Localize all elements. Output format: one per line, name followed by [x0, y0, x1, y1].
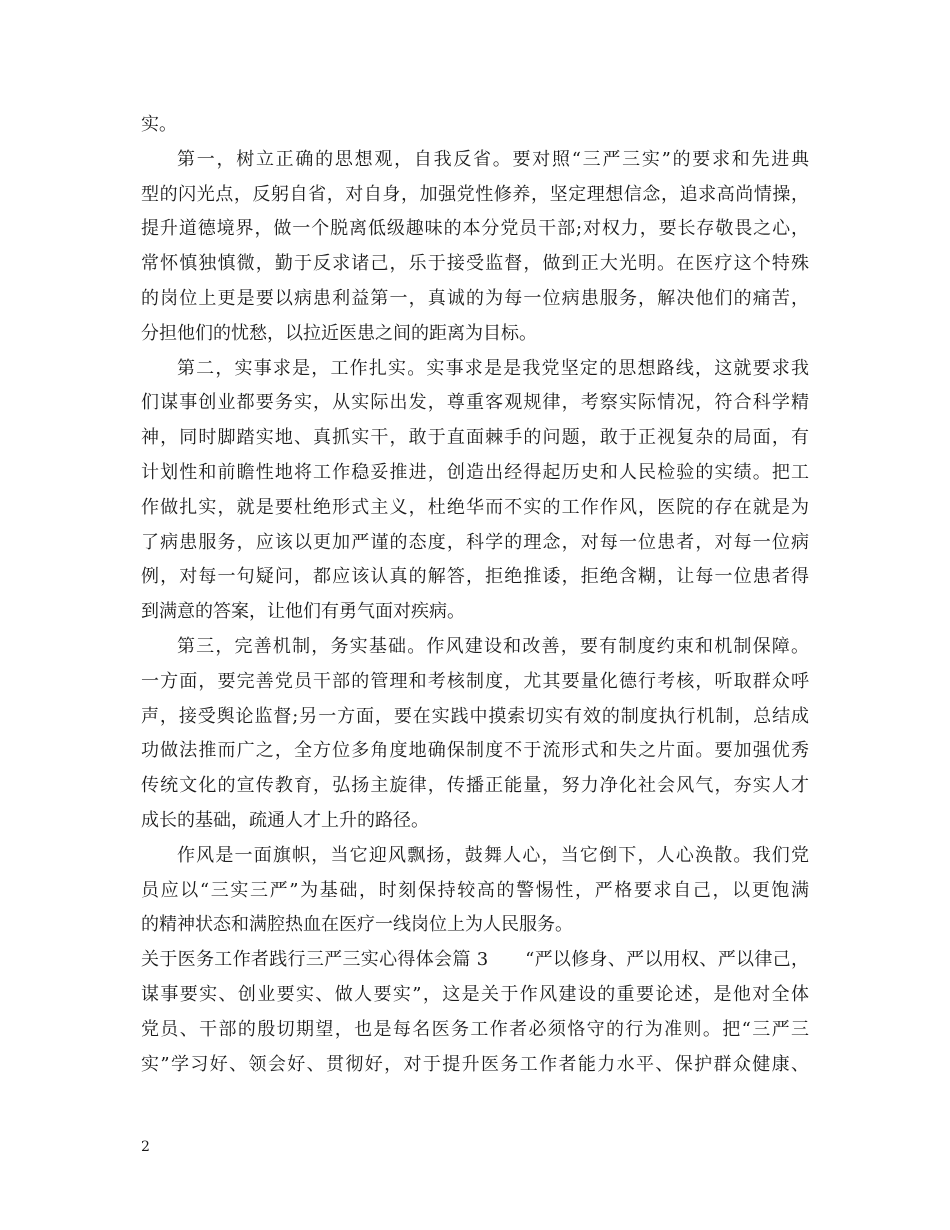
- text-line: 到满意的答案，让他们有勇气面对疾病。: [141, 601, 465, 623]
- text-line: 员应以“三实三严”为基础，时刻保持较高的警惕性，严格要求自己，以更饱满: [141, 879, 809, 901]
- text-line: 例，对每一句疑问，都应该认真的解答，拒绝推诿，拒绝含糊，让每一位患者得: [141, 566, 809, 588]
- text-line: 成长的基础，疏通人才上升的路径。: [141, 809, 429, 831]
- text-line: 了病患服务，应该以更加严谨的态度，科学的理念，对每一位患者，对每一位病: [141, 531, 809, 553]
- text-line: 谋事要实、创业要实、做人要实”，这是关于作风建设的重要论述，是他对全体: [141, 983, 809, 1005]
- text-line: 的岗位上更是要以病患利益第一，真诚的为每一位病患服务，解决他们的痛苦，: [141, 287, 809, 309]
- paragraph-first-line: 第三，完善机制，务实基础。作风建设和改善，要有制度约束和机制保障。: [177, 635, 809, 657]
- text-line: 实。: [141, 114, 177, 135]
- text-line: 传统文化的宣传教育，弘扬主旋律，传播正能量，努力净化社会风气，夯实人才: [141, 775, 809, 797]
- paragraph-first-line: 作风是一面旗帜，当它迎风飘扬，鼓舞人心，当它倒下，人心涣散。我们党: [177, 844, 809, 866]
- text-line: 作做扎实，就是要杜绝形式主义，杜绝华而不实的工作作风，医院的存在就是为: [141, 496, 809, 518]
- text-line: 们谋事创业都要务实，从实际出发，尊重客观规律，考察实际情况，符合科学精: [141, 392, 809, 414]
- text-line: 神，同时脚踏实地、真抓实干，敢于直面棘手的问题，敢于正视复杂的局面，有: [141, 427, 809, 449]
- text-line: 一方面，要完善党员干部的管理和考核制度，尤其要量化德行考核，听取群众呼: [141, 670, 809, 692]
- text-line: 分担他们的忧愁，以拉近医患之间的距离为目标。: [141, 322, 537, 344]
- paragraph-first-line: 第二，实事求是，工作扎实。实事求是是我党坚定的思想路线，这就要求我: [177, 357, 809, 379]
- text-line: 的精神状态和满腔热血在医疗一线岗位上为人民服务。: [141, 914, 573, 936]
- paragraph-first-line: 第一，树立正确的思想观，自我反省。要对照“三严三实”的要求和先进典: [177, 148, 809, 170]
- text-line: 声，接受舆论监督;另一方面，要在实践中摸索切实有效的制度执行机制，总结成: [141, 705, 809, 727]
- text-line: 功做法推而广之，全方位多角度地确保制度不于流形式和失之片面。要加强优秀: [141, 740, 809, 762]
- document-body: [141, 108, 809, 1082]
- page-number: 2: [141, 1139, 150, 1155]
- text-line: 常怀慎独慎微，勤于反求诸己，乐于接受监督，做到正大光明。在医疗这个特殊: [141, 253, 809, 275]
- text-line: 型的闪光点，反躬自省，对自身，加强党性修养，坚定理想信念，追求高尚情操，: [141, 183, 809, 205]
- text-line: 提升道德境界，做一个脱离低级趣味的本分党员干部;对权力，要长存敬畏之心，: [141, 218, 809, 240]
- text-line: 计划性和前瞻性地将工作稳妥推进，创造出经得起历史和人民检验的实绩。把工: [141, 461, 809, 483]
- section-heading-line: 关于医务工作者践行三严三实心得体会篇 3 “严以修身、严以用权、严以律己，: [141, 949, 809, 971]
- text-line: 党员、干部的殷切期望，也是每名医务工作者必须恪守的行为准则。把“三严三: [141, 1018, 809, 1040]
- text-line: 实”学习好、领会好、贯彻好，对于提升医务工作者能力水平、保护群众健康、: [141, 1053, 809, 1075]
